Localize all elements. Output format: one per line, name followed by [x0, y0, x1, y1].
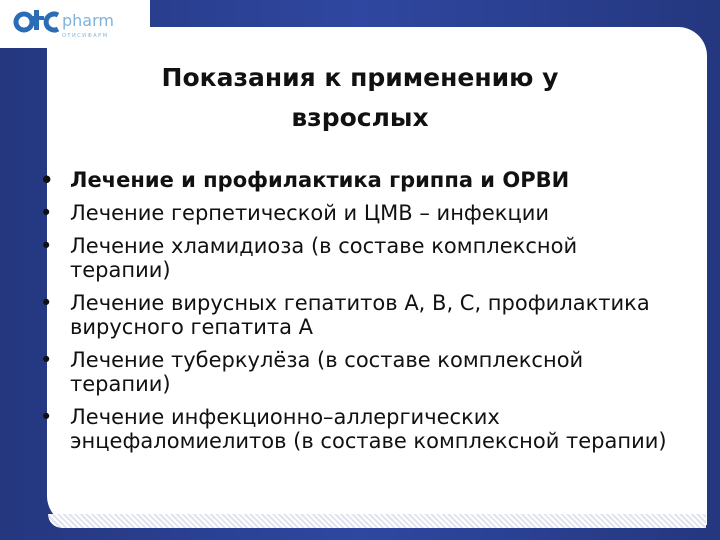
- bullet-icon: •: [40, 201, 53, 225]
- slide-title-line1: Показания к применению у: [161, 63, 559, 92]
- list-item-text: Лечение герпетической и ЦМВ – инфекции: [70, 201, 550, 225]
- slide-title: [100, 58, 620, 138]
- bullet-icon: •: [40, 348, 53, 372]
- card-shadow-band: [48, 514, 706, 528]
- list-item-text: Лечение вирусных гепатитов А, В, С, профилактика вирусного гепатита А: [70, 291, 650, 339]
- list-item: [40, 348, 680, 396]
- logo-sub-text: pharm: [62, 11, 114, 30]
- bullet-icon: •: [40, 291, 53, 315]
- logo-tagline-text: ОТИСИФАРМ: [62, 33, 109, 39]
- list-item-text: Лечение инфекционно–аллергических энцефаломиелитов (в составе комплексной терапии): [70, 405, 667, 453]
- list-item: [40, 234, 680, 282]
- list-item-text: Лечение хламидиоза (в составе комплексной терапии): [70, 234, 578, 282]
- logo-c-mark: [46, 14, 58, 30]
- list-item: [40, 291, 680, 339]
- list-item-text: Лечение туберкулёза (в составе комплексной терапии): [70, 348, 584, 396]
- list-item: [40, 201, 680, 225]
- list-item: [40, 405, 680, 453]
- list-item-text: Лечение и профилактика гриппа и ОРВИ: [70, 168, 570, 192]
- bullet-icon: •: [40, 234, 53, 258]
- bullet-icon: •: [40, 168, 54, 192]
- otc-pharm-logo: [12, 6, 142, 42]
- list-item: [40, 168, 680, 192]
- indications-list: [40, 168, 680, 462]
- slide-title-line2: взрослых: [291, 103, 429, 132]
- bullet-icon: •: [40, 405, 53, 429]
- logo-o-mark: [16, 14, 32, 30]
- logo-t-bar: [30, 16, 44, 20]
